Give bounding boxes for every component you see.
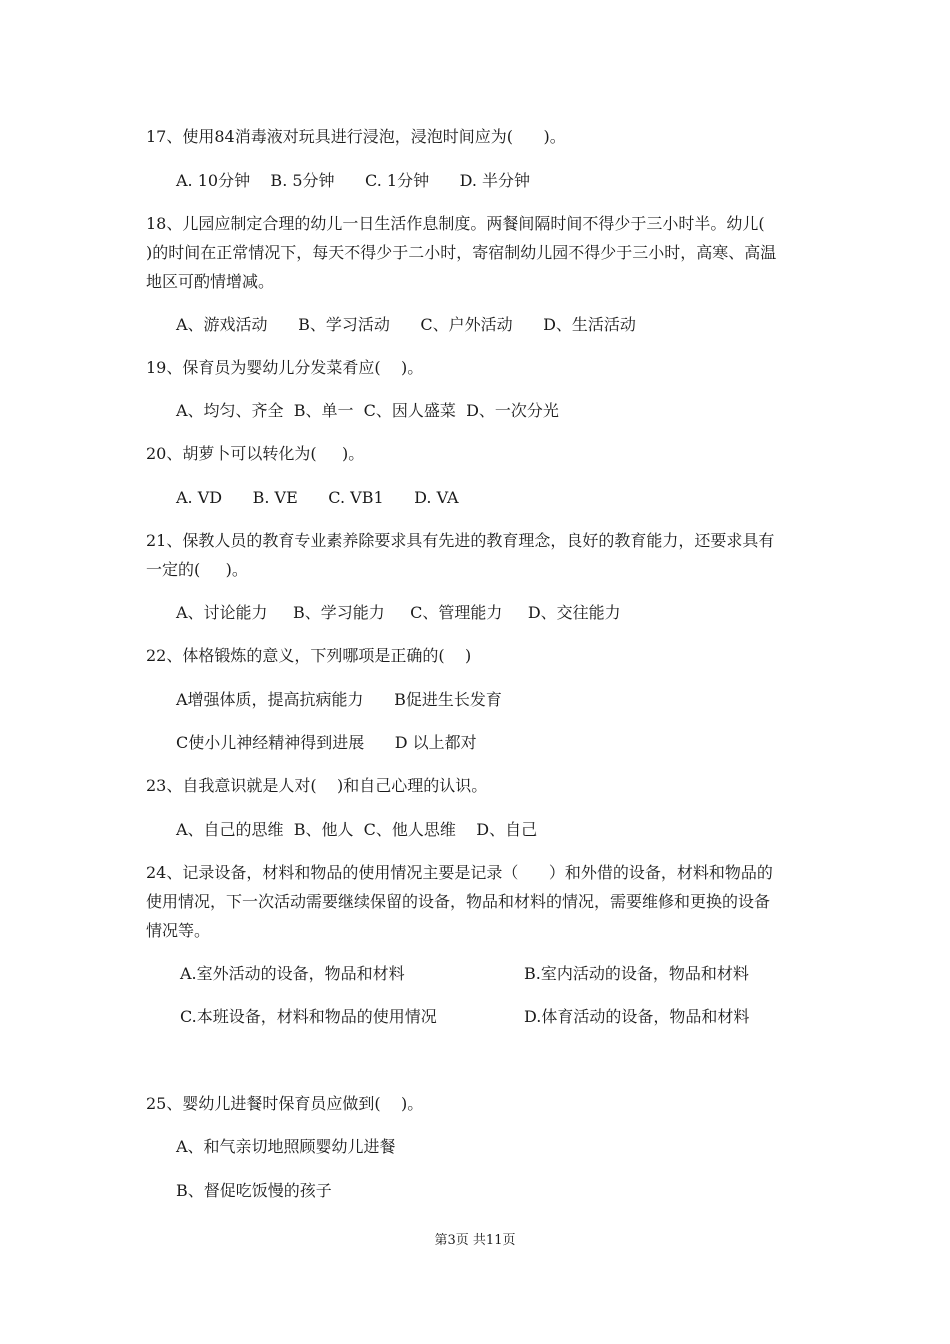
question-22-stem: 22、体格锻炼的意义，下列哪项是正确的( ) xyxy=(146,646,472,665)
question-21-options: A、讨论能力 B、学习能力 C、管理能力 D、交往能力 xyxy=(176,603,621,622)
question-24-stem-line-3: 情况等。 xyxy=(146,921,211,940)
question-22-options-line-2: C使小儿神经精神得到进展 D 以上都对 xyxy=(176,733,477,752)
question-25-option-b: B、督促吃饭慢的孩子 xyxy=(176,1181,332,1200)
question-24-option-c: C.本班设备，材料和物品的使用情况 xyxy=(180,1007,437,1026)
question-22-options-line-1: A增强体质，提高抗病能力 B促进生长发育 xyxy=(176,690,502,709)
question-21-stem-line-2: 一定的( )。 xyxy=(146,560,248,579)
question-23-stem: 23、自我意识就是人对( )和自己心理的认识。 xyxy=(146,776,488,795)
question-18-stem-line-3: 地区可酌情增减。 xyxy=(146,272,275,291)
question-17-stem: 17、使用84消毒液对玩具进行浸泡，浸泡时间应为( )。 xyxy=(146,127,566,146)
question-24-option-d: D.体育活动的设备，物品和材料 xyxy=(524,1007,750,1026)
question-20-stem: 20、胡萝卜可以转化为( )。 xyxy=(146,444,365,463)
question-19-stem: 19、保育员为婴幼儿分发菜肴应( )。 xyxy=(146,358,424,377)
question-21-stem-line-1: 21、保教人员的教育专业素养除要求具有先进的教育理念，良好的教育能力，还要求具有 xyxy=(146,531,775,550)
question-17-options: A. 10分钟 B. 5分钟 C. 1分钟 D. 半分钟 xyxy=(176,171,531,190)
question-23-options: A、自己的思维 B、他人 C、他人思维 D、自己 xyxy=(176,820,538,839)
question-24-stem-line-2: 使用情况，下一次活动需要继续保留的设备，物品和材料的情况，需要维修和更换的设备 xyxy=(146,892,771,911)
question-19-options: A、均匀、齐全 B、单一 C、因人盛菜 D、一次分光 xyxy=(176,401,559,420)
question-24-stem-line-1: 24、记录设备，材料和物品的使用情况主要是记录（ ）和外借的设备，材料和物品的 xyxy=(146,863,773,882)
question-25-stem: 25、婴幼儿进餐时保育员应做到( )。 xyxy=(146,1094,424,1113)
page-footer: 第3页 共11页 xyxy=(434,1233,516,1248)
question-18-stem-line-2: )的时间在正常情况下，每天不得少于二小时，寄宿制幼儿园不得少于三小时，高寒、高温 xyxy=(146,243,777,262)
question-18-stem-line-1: 18、儿园应制定合理的幼儿一日生活作息制度。两餐间隔时间不得少于三小时半。幼儿( xyxy=(146,214,765,233)
question-24-option-b: B.室内活动的设备，物品和材料 xyxy=(524,964,749,983)
question-25-option-a: A、和气亲切地照顾婴幼儿进餐 xyxy=(176,1137,396,1156)
question-18-options: A、游戏活动 B、学习活动 C、户外活动 D、生活活动 xyxy=(176,315,636,334)
question-20-options: A. VD B. VE C. VB1 D. VA xyxy=(176,488,459,507)
question-24-option-a: A.室外活动的设备，物品和材料 xyxy=(180,964,405,983)
